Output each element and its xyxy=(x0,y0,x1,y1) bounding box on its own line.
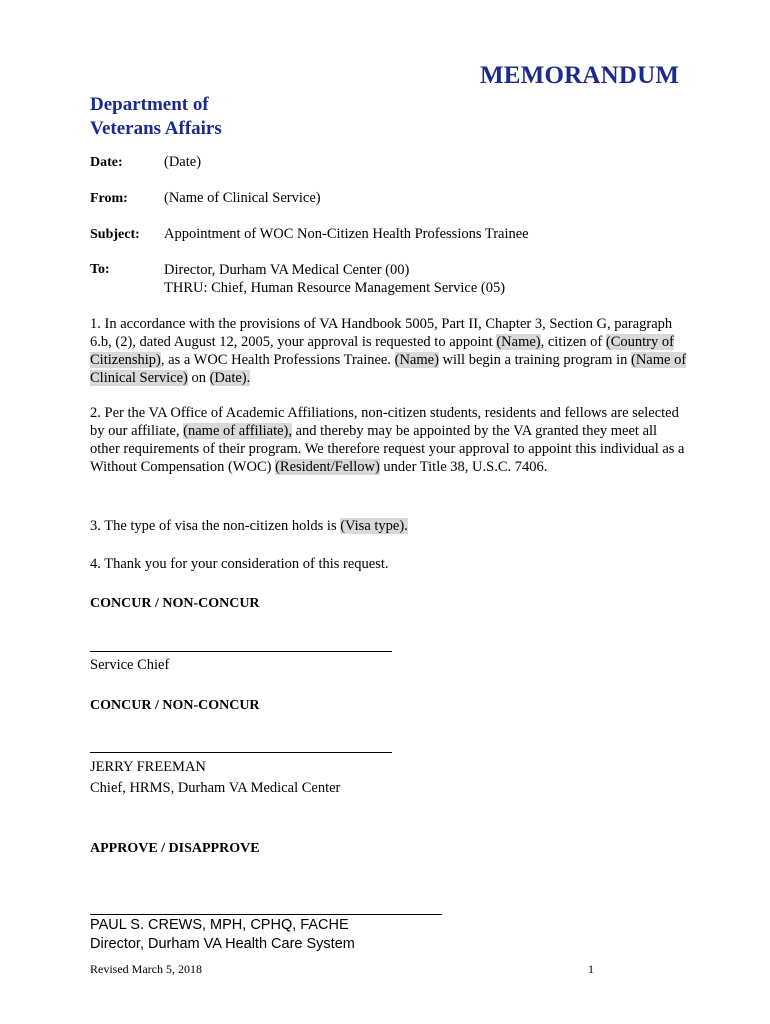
paragraph-2-text-2: and thereby may be appointed by the VA granted they meet all other requirements of their program. We therefore request your approval to appoint this individual as a Without Compensation (WOC) xyxy=(90,423,685,475)
paragraph-2 xyxy=(90,404,690,476)
paragraph-2-text-1: 2. Per the VA Office of Academic Affiliations, non-citizen students, residents and fellows are selected by our affiliate, xyxy=(90,405,679,439)
to-label: To: xyxy=(90,262,110,277)
to-line-2: THRU: Chief, Human Resource Management Service (05) xyxy=(164,280,506,296)
paragraph-2-text-3: under Title 38, U.S.C. 7406. xyxy=(379,459,548,475)
name-field-2[interactable]: (Name) xyxy=(394,352,439,368)
affiliate-field[interactable]: (name of affiliate), xyxy=(183,423,292,439)
hrms-signature-line[interactable] xyxy=(90,752,392,753)
director-signature-line[interactable] xyxy=(90,914,442,915)
hrms-name: JERRY FREEMAN xyxy=(90,759,206,775)
paragraph-1-text-1: 1. In accordance with the provisions of VA Handbook 5005, Part II, Chapter 3, Section G, paragraph 6.b, (2), dated August 12, 2005, your approval is requested to appoint xyxy=(90,316,673,350)
to-line-1: Director, Durham VA Medical Center (00) xyxy=(164,262,410,278)
department-heading xyxy=(90,93,222,141)
to-value xyxy=(164,261,505,297)
service-chief-label: Service Chief xyxy=(90,657,170,673)
from-value: (Name of Clinical Service) xyxy=(164,190,321,206)
hrms-title: Chief, HRMS, Durham VA Medical Center xyxy=(90,780,341,796)
revised-date: Revised March 5, 2018 xyxy=(90,962,202,976)
date-label: Date: xyxy=(90,155,123,170)
from-label: From: xyxy=(90,191,128,206)
date-value: (Date) xyxy=(164,154,202,170)
subject-label: Subject: xyxy=(90,227,140,242)
director-name: PAUL S. CREWS, MPH, CPHQ, FACHE xyxy=(90,917,349,933)
clinical-service-field[interactable]: (Name of Clinical Service) xyxy=(90,352,687,386)
approve-label: APPROVE / DISAPPROVE xyxy=(90,841,260,856)
name-field[interactable]: (Name) xyxy=(496,334,541,350)
paragraph-1-text-2: , citizen of xyxy=(540,334,606,350)
paragraph-3-text: 3. The type of visa the non-citizen holds is xyxy=(90,518,341,534)
service-chief-signature-line[interactable] xyxy=(90,651,392,652)
paragraph-1-text-4: will begin a training program in xyxy=(438,352,631,368)
director-title: Director, Durham VA Health Care System xyxy=(90,936,355,952)
paragraph-1 xyxy=(90,315,690,387)
concur-label-1: CONCUR / NON-CONCUR xyxy=(90,596,260,611)
paragraph-4: 4. Thank you for your consideration of this request. xyxy=(90,556,389,572)
page-number: 1 xyxy=(588,962,594,976)
department-line-1: Department of xyxy=(90,94,209,115)
paragraph-3 xyxy=(90,517,690,535)
visa-type-field[interactable]: (Visa type). xyxy=(340,518,408,534)
paragraph-1-text-5: on xyxy=(187,370,210,386)
subject-value: Appointment of WOC Non-Citizen Health Professions Trainee xyxy=(164,226,529,242)
country-field[interactable]: (Country of Citizenship) xyxy=(90,334,674,368)
memo-title: MEMORANDUM xyxy=(480,62,680,89)
paragraph-1-text-3: , as a WOC Health Professions Trainee. xyxy=(160,352,395,368)
department-line-2: Veterans Affairs xyxy=(90,118,222,139)
date-field[interactable]: (Date). xyxy=(209,370,251,386)
resident-fellow-field[interactable]: (Resident/Fellow) xyxy=(275,459,380,475)
concur-label-2: CONCUR / NON-CONCUR xyxy=(90,698,260,713)
